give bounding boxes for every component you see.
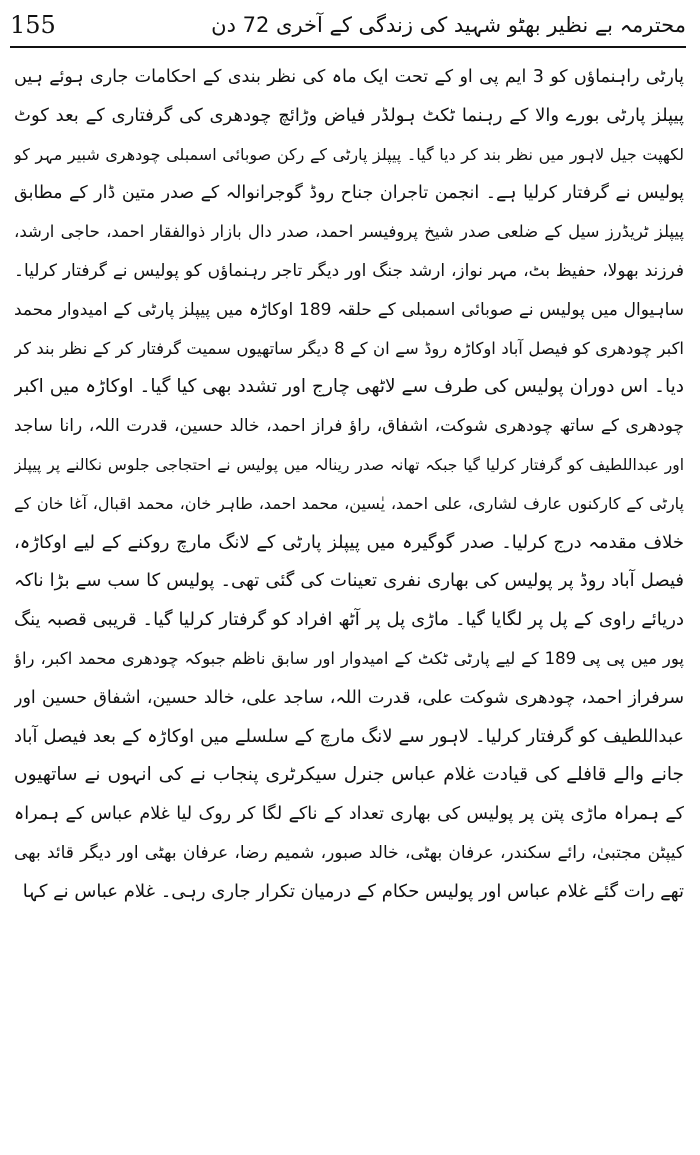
text-line: تھے رات گئے غلام عباس اور پولیس حکام کے درمیان تکرار جاری رہی۔ غلام عباس نے کہا	[22, 880, 684, 902]
page-header	[10, 8, 686, 48]
text-line: پور میں پی پی 189 کے لیے پارٹی ٹکٹ کے امیدوار اور سابق ناظم جبوکہ چودھری محمد اکبر، راؤ	[14, 648, 684, 668]
text-line: ساہیوال میں پولیس نے صوبائی اسمبلی کے حلقہ 189 اوکاڑہ میں پیپلز پارٹی کے امیدوار محمد	[14, 299, 684, 320]
text-line: خلاف مقدمہ درج کرلیا۔ صدر گوگیرہ میں پیپلز پارٹی کے لانگ مارچ روکنے کے لیے اوکاڑہ،	[14, 531, 684, 553]
text-line: پیپلز پارٹی بورے والا کے رہنما ٹکٹ ہولڈر فیاض وڑائچ چودھری کی گرفتاری کے بعد کوٹ	[14, 104, 684, 126]
text-line: پارٹی کے کارکنوں عارف لشاری، علی احمد، یٰسین، محمد احمد، طاہر خان، محمد اقبال، آغا خان کے	[14, 493, 684, 513]
text-line: جانے والے قافلے کی قیادت غلام عباس جنرل سیکرٹری پنجاب نے کی انہوں نے ساتھیوں	[14, 764, 684, 786]
text-line: پیپلز ٹریڈرز سیل کے ضلعی صدر شیخ پروفیسر احمد، صدر دال بازار ذوالفقار احمد، حاجی ارشد،	[14, 222, 684, 242]
text-line: کے ہمراہ ماڑی پتن پر پولیس کی بھاری تعداد کے ناکے لگا کر روک لیا غلام عباس کے ہمراہ	[14, 804, 684, 825]
text-line: دیا۔ اس دوران پولیس کی طرف سے لاٹھی چارج اور تشدد بھی کیا گیا۔ اوکاڑہ میں اکبر	[14, 376, 684, 398]
text-line: لکھپت جیل لاہور میں نظر بند کر دیا گیا۔ پیپلز پارٹی کے رکن صوبائی اسمبلی چودھری شبیر مہر کو	[14, 144, 684, 164]
text-line: اکبر چودھری کو فیصل آباد اوکاڑہ روڈ سے ان کے 8 دیگر ساتھیوں سمیت گرفتار کر کے نظر بند کر	[14, 338, 684, 358]
text-line: فرزند بھولا، حفیظ بٹ، مہر نواز، ارشد جنگ اور دیگر تاجر رہنماؤں کو پولیس نے گرفتار کرلیا۔	[14, 260, 684, 281]
text-line: اور عبداللطیف کو گرفتار کرلیا گیا جبکہ تھانہ صدر رینالہ میں پولیس نے احتجاجی جلوس نکالنے پر پیپلز	[14, 455, 684, 474]
text-line: کیپٹن مجتبیٰ، رائے سکندر، عرفان بھٹی، خالد صبور، شمیم رضا، عرفان بھٹی اور دیگر قائد بھی	[14, 842, 684, 863]
text-line: چودھری کے ساتھ چودھری شوکت، اشفاق، راؤ فراز احمد، خالد حسین، قدرت اللہ، رانا ساجد	[14, 416, 684, 437]
body-text	[14, 58, 684, 1148]
text-line: پارٹی راہنماؤں کو 3 ایم پی او کے تحت ایک ماہ کی نظر بندی کے احکامات جاری ہوئے ہیں	[14, 67, 684, 87]
text-line: دریائے راوی کے پل پر لگایا گیا۔ ماڑی پل پر آٹھ افراد کو گرفتار کرلیا گیا۔ قریبی قصبہ ینگ	[14, 609, 684, 631]
running-title: محترمہ بے نظیر بھٹو شہید کی زندگی کے آخری 72 دن	[211, 13, 686, 37]
text-line: پولیس نے گرفتار کرلیا ہے۔ انجمن تاجران جناح روڈ گوجرانوالہ کے صدر متین ڈار کے مطابق	[14, 183, 684, 204]
text-line: فیصل آباد روڈ پر پولیس کی بھاری نفری تعینات کی گئی تھی۔ پولیس کا سب سے بڑا ناکہ	[14, 570, 684, 592]
text-line: عبداللطیف کو گرفتار کرلیا۔ لاہور سے لانگ مارچ کے سلسلے میں اوکاڑہ کے بعد فیصل آباد	[14, 725, 684, 747]
text-line: سرفراز احمد، چودھری شوکت علی، قدرت اللہ، ساجد علی، خالد حسین، اشفاق حسین اور	[14, 687, 684, 708]
page-number: 155	[10, 11, 56, 39]
